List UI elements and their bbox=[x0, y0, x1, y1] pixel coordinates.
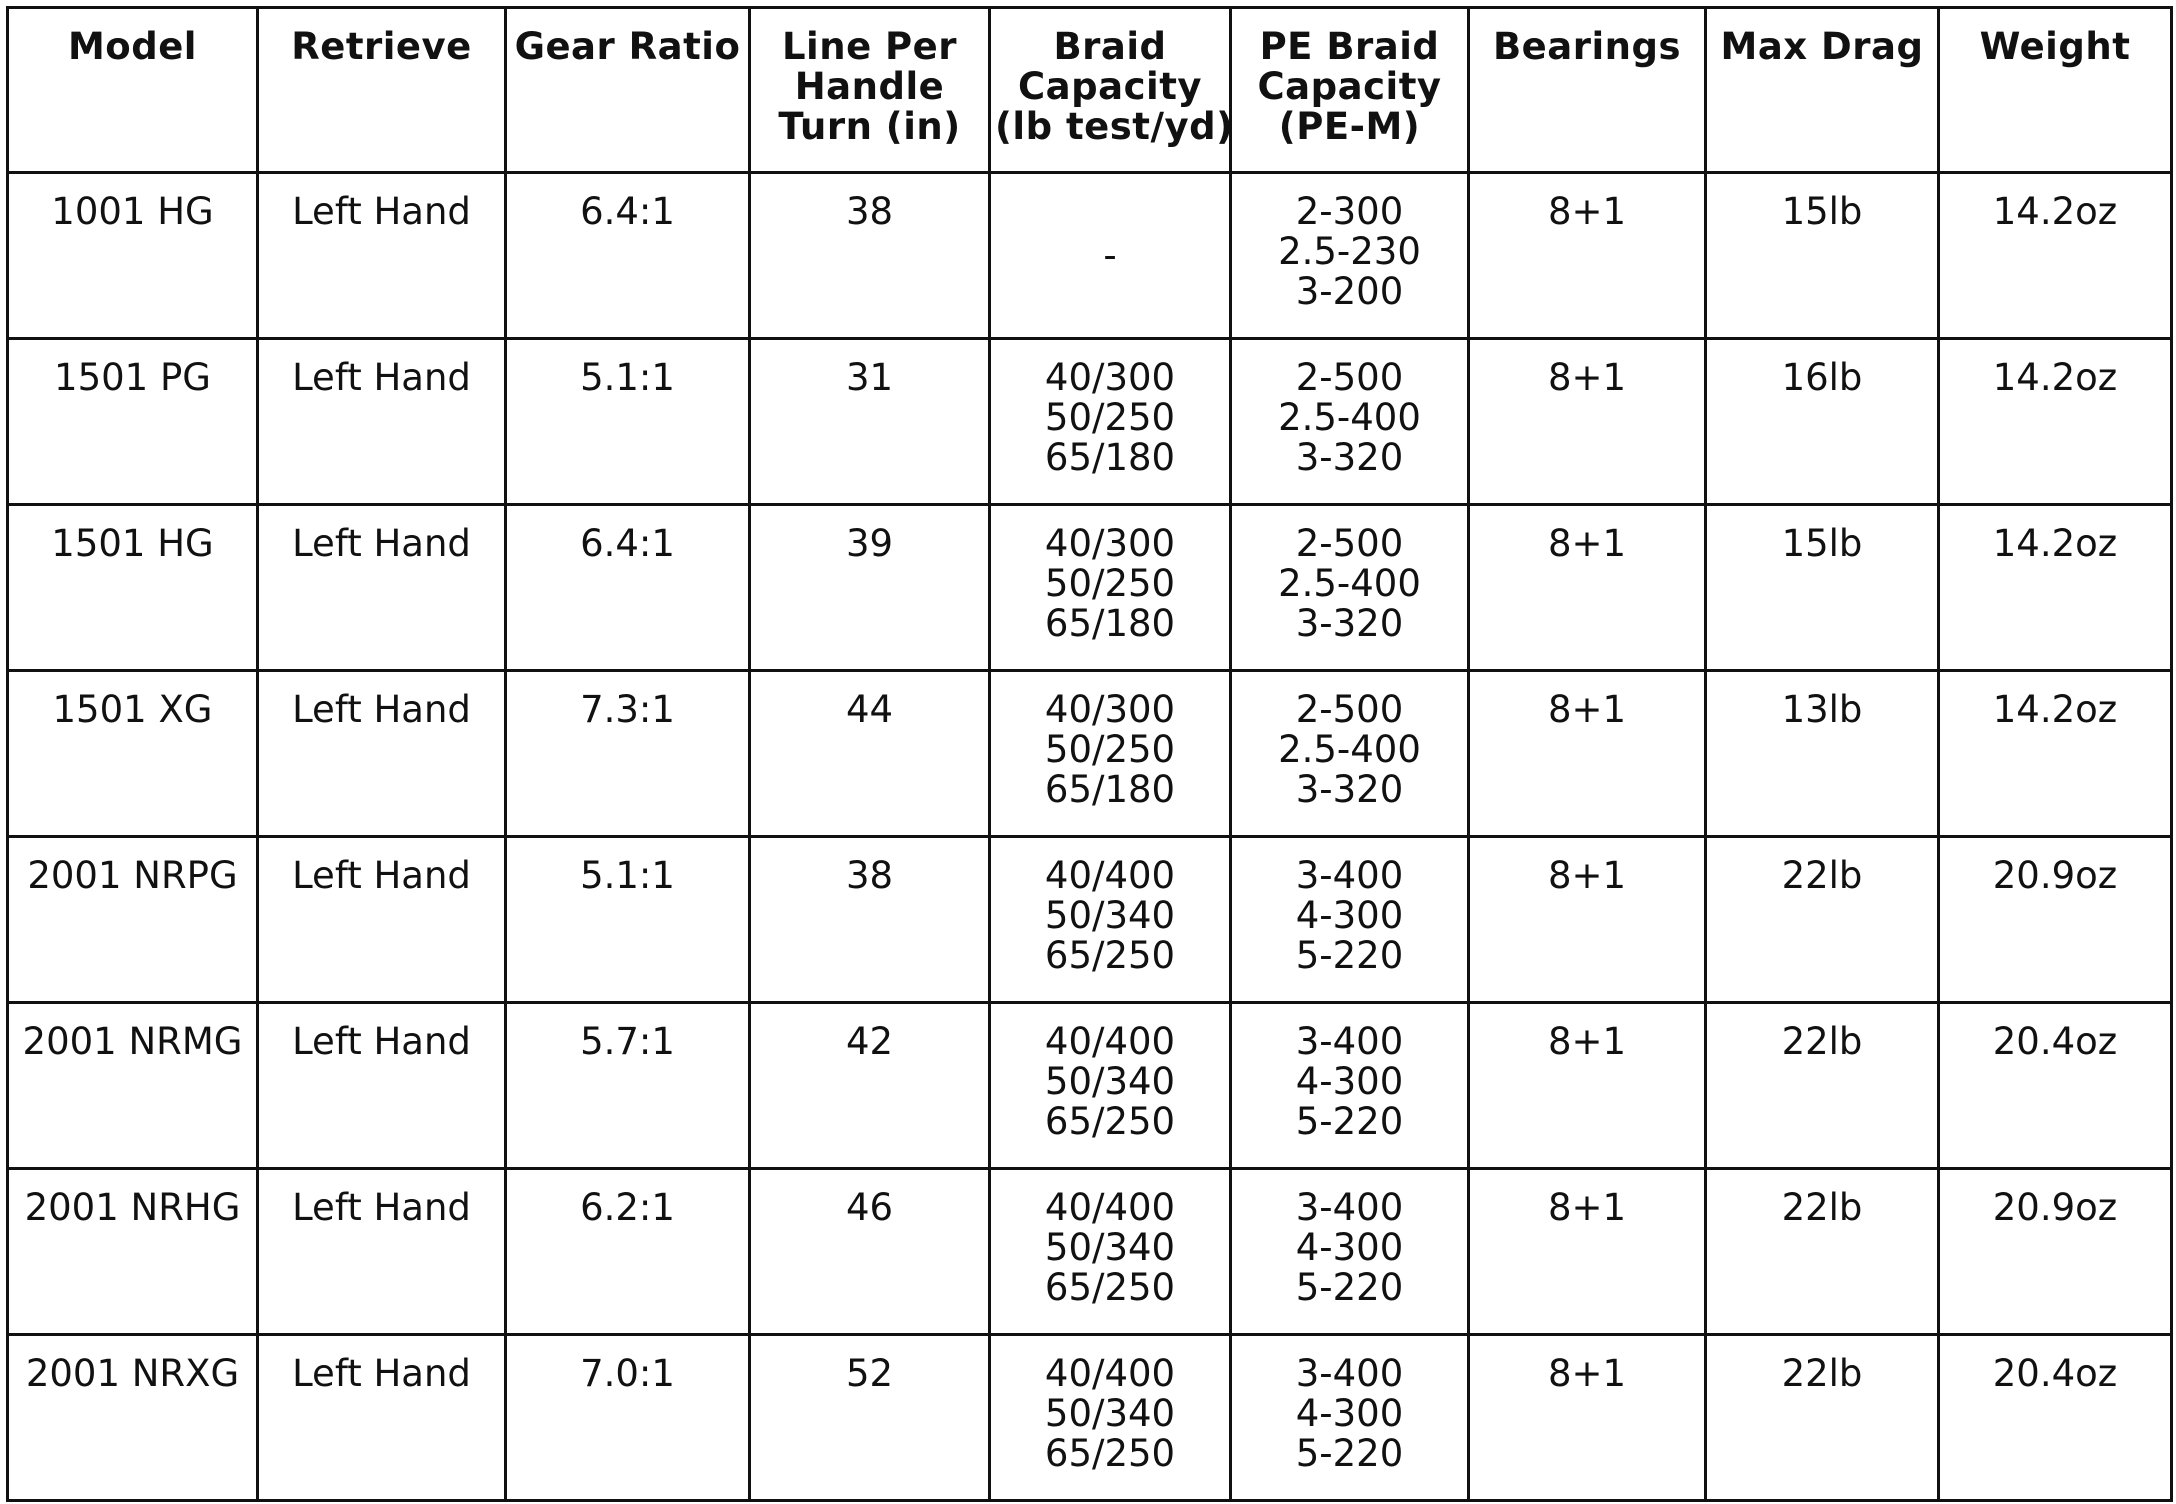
cell-braid-capacity bbox=[990, 837, 1231, 1003]
column-header-label: Braid bbox=[1053, 25, 1167, 68]
column-header-label: Model bbox=[67, 25, 197, 68]
cell-weight: 20.4oz bbox=[1939, 1003, 2172, 1169]
cell-value-line: 2.5-400 bbox=[1278, 396, 1421, 439]
table-row bbox=[8, 1003, 2172, 1169]
cell-max-drag: 16lb bbox=[1706, 339, 1939, 505]
cell-retrieve: Left Hand bbox=[258, 173, 506, 339]
cell-model: 1501 HG bbox=[8, 505, 258, 671]
cell-max-drag: 15lb bbox=[1706, 505, 1939, 671]
column-header-braid-capacity bbox=[990, 8, 1234, 173]
cell-value-line: 50/340 bbox=[1044, 1226, 1176, 1269]
cell-value-line: 2.5-400 bbox=[1278, 562, 1421, 605]
cell-value-line: 2-500 bbox=[1295, 688, 1404, 731]
table-row bbox=[8, 1335, 2172, 1501]
column-header-label: Line Per bbox=[781, 25, 958, 68]
cell-value-line: 2.5-230 bbox=[1278, 230, 1421, 273]
cell-max-drag: 13lb bbox=[1706, 671, 1939, 837]
cell-value-line: 5-220 bbox=[1295, 934, 1404, 977]
table-row bbox=[8, 1169, 2172, 1335]
column-header-retrieve bbox=[258, 8, 506, 173]
cell-gear-ratio: 6.4:1 bbox=[506, 505, 750, 671]
cell-weight: 14.2oz bbox=[1939, 173, 2172, 339]
cell-value-line: 2-500 bbox=[1295, 356, 1404, 399]
cell-braid-capacity bbox=[990, 505, 1231, 671]
column-header-label: Gear Ratio bbox=[514, 25, 741, 68]
column-header-label: Handle bbox=[794, 65, 945, 108]
cell-max-drag: 22lb bbox=[1706, 1169, 1939, 1335]
table-row bbox=[8, 173, 2172, 339]
cell-retrieve: Left Hand bbox=[258, 339, 506, 505]
column-header-max-drag bbox=[1706, 8, 1939, 173]
column-header-pe-braid-capacity bbox=[1231, 8, 1469, 173]
cell-value-line: 65/250 bbox=[1044, 1266, 1176, 1309]
cell-value-line: 65/250 bbox=[1044, 1100, 1176, 1143]
column-header-model bbox=[8, 8, 258, 173]
cell-pe-braid-capacity bbox=[1231, 837, 1469, 1003]
column-header-label: Capacity bbox=[1257, 65, 1442, 108]
cell-model: 2001 NRXG bbox=[8, 1335, 258, 1501]
cell-pe-braid-capacity bbox=[1231, 1335, 1469, 1501]
cell-line-per-turn: 42 bbox=[750, 1003, 990, 1169]
cell-value-line: 50/340 bbox=[1044, 1392, 1176, 1435]
table-row bbox=[8, 671, 2172, 837]
cell-gear-ratio: 5.7:1 bbox=[506, 1003, 750, 1169]
cell-value-line: 65/250 bbox=[1044, 1432, 1176, 1475]
cell-line-per-turn: 38 bbox=[750, 837, 990, 1003]
cell-line-per-turn: 39 bbox=[750, 505, 990, 671]
cell-value-line: 4-300 bbox=[1295, 1060, 1404, 1103]
cell-value-line: 65/250 bbox=[1044, 934, 1176, 977]
cell-model: 1501 PG bbox=[8, 339, 258, 505]
column-header-weight bbox=[1939, 8, 2172, 173]
cell-value-line: 40/300 bbox=[1044, 522, 1176, 565]
cell-value-line: 3-320 bbox=[1295, 602, 1404, 645]
cell-braid-capacity bbox=[990, 173, 1231, 339]
cell-value-line: 40/300 bbox=[1044, 688, 1176, 731]
cell-value-line: 5-220 bbox=[1295, 1432, 1404, 1475]
cell-value-line: 2.5-400 bbox=[1278, 728, 1421, 771]
cell-line-per-turn: 44 bbox=[750, 671, 990, 837]
table-row bbox=[8, 505, 2172, 671]
cell-weight: 14.2oz bbox=[1939, 671, 2172, 837]
cell-braid-capacity bbox=[990, 1169, 1231, 1335]
cell-value-line: 3-320 bbox=[1295, 436, 1404, 479]
cell-value-line: 3-400 bbox=[1295, 1186, 1404, 1229]
cell-bearings: 8+1 bbox=[1469, 505, 1706, 671]
cell-max-drag: 22lb bbox=[1706, 837, 1939, 1003]
cell-braid-capacity bbox=[990, 1335, 1231, 1501]
cell-gear-ratio: 7.0:1 bbox=[506, 1335, 750, 1501]
cell-gear-ratio: 5.1:1 bbox=[506, 339, 750, 505]
column-header-label: Turn (in) bbox=[778, 105, 961, 148]
cell-value-line: 65/180 bbox=[1044, 436, 1176, 479]
cell-line-per-turn: 52 bbox=[750, 1335, 990, 1501]
column-header-label: Capacity bbox=[1018, 65, 1202, 108]
cell-value-line: 4-300 bbox=[1295, 894, 1404, 937]
cell-value-line: 50/340 bbox=[1044, 1060, 1176, 1103]
cell-weight: 20.4oz bbox=[1939, 1335, 2172, 1501]
cell-value-line: 3-200 bbox=[1295, 270, 1404, 313]
cell-bearings: 8+1 bbox=[1469, 671, 1706, 837]
cell-retrieve: Left Hand bbox=[258, 505, 506, 671]
cell-pe-braid-capacity bbox=[1231, 1169, 1469, 1335]
cell-gear-ratio: 6.4:1 bbox=[506, 173, 750, 339]
cell-value-line: 40/400 bbox=[1044, 1020, 1176, 1063]
cell-max-drag: 22lb bbox=[1706, 1335, 1939, 1501]
cell-value-line: 3-400 bbox=[1295, 1020, 1404, 1063]
column-header-gear-ratio bbox=[506, 8, 750, 173]
cell-value-line: 50/340 bbox=[1044, 894, 1176, 937]
cell-weight: 14.2oz bbox=[1939, 339, 2172, 505]
cell-model: 2001 NRHG bbox=[8, 1169, 258, 1335]
cell-gear-ratio: 6.2:1 bbox=[506, 1169, 750, 1335]
cell-gear-ratio: 7.3:1 bbox=[506, 671, 750, 837]
column-header-label: Weight bbox=[1979, 25, 2131, 68]
cell-line-per-turn: 38 bbox=[750, 173, 990, 339]
cell-pe-braid-capacity bbox=[1231, 339, 1469, 505]
cell-retrieve: Left Hand bbox=[258, 837, 506, 1003]
cell-braid-capacity bbox=[990, 671, 1231, 837]
column-header-label: Bearings bbox=[1492, 25, 1682, 68]
cell-value-line: 50/250 bbox=[1044, 728, 1176, 771]
table-row bbox=[8, 837, 2172, 1003]
cell-max-drag: 22lb bbox=[1706, 1003, 1939, 1169]
cell-value-line: 5-220 bbox=[1295, 1100, 1404, 1143]
cell-bearings: 8+1 bbox=[1469, 173, 1706, 339]
cell-value-line: 65/180 bbox=[1044, 768, 1176, 811]
cell-value-line: 3-400 bbox=[1295, 854, 1404, 897]
cell-bearings: 8+1 bbox=[1469, 1169, 1706, 1335]
cell-bearings: 8+1 bbox=[1469, 339, 1706, 505]
cell-line-per-turn: 46 bbox=[750, 1169, 990, 1335]
cell-weight: 14.2oz bbox=[1939, 505, 2172, 671]
cell-bearings: 8+1 bbox=[1469, 1335, 1706, 1501]
column-header-label: (lb test/yd) bbox=[995, 105, 1234, 148]
cell-value-line: 2-500 bbox=[1295, 522, 1404, 565]
cell-line-per-turn: 31 bbox=[750, 339, 990, 505]
cell-braid-capacity bbox=[990, 1003, 1231, 1169]
cell-pe-braid-capacity bbox=[1231, 505, 1469, 671]
cell-value-line: 2-300 bbox=[1295, 190, 1404, 233]
cell-bearings: 8+1 bbox=[1469, 1003, 1706, 1169]
table-body bbox=[8, 173, 2172, 1501]
table-row bbox=[8, 339, 2172, 505]
cell-value-line: 40/400 bbox=[1044, 854, 1176, 897]
column-header-line-per-turn bbox=[750, 8, 990, 173]
cell-retrieve: Left Hand bbox=[258, 671, 506, 837]
cell-value-line: 40/400 bbox=[1044, 1186, 1176, 1229]
cell-model: 1501 XG bbox=[8, 671, 258, 837]
column-header-label: (PE-M) bbox=[1278, 105, 1421, 148]
column-header-label: Max Drag bbox=[1720, 25, 1924, 68]
cell-value-line: 40/400 bbox=[1044, 1352, 1176, 1395]
table-header bbox=[8, 8, 2172, 173]
cell-value-line: 3-320 bbox=[1295, 768, 1404, 811]
cell-value-line: 4-300 bbox=[1295, 1392, 1404, 1435]
cell-value-line: - bbox=[1103, 233, 1117, 277]
cell-pe-braid-capacity bbox=[1231, 1003, 1469, 1169]
column-header-bearings bbox=[1469, 8, 1706, 173]
cell-model: 1001 HG bbox=[8, 173, 258, 339]
cell-model: 2001 NRPG bbox=[8, 837, 258, 1003]
cell-weight: 20.9oz bbox=[1939, 1169, 2172, 1335]
cell-retrieve: Left Hand bbox=[258, 1169, 506, 1335]
cell-retrieve: Left Hand bbox=[258, 1335, 506, 1501]
column-header-label: PE Braid bbox=[1259, 25, 1440, 68]
cell-weight: 20.9oz bbox=[1939, 837, 2172, 1003]
cell-value-line: 50/250 bbox=[1044, 562, 1176, 605]
cell-max-drag: 15lb bbox=[1706, 173, 1939, 339]
cell-pe-braid-capacity bbox=[1231, 671, 1469, 837]
cell-value-line: 40/300 bbox=[1044, 356, 1176, 399]
cell-model: 2001 NRMG bbox=[8, 1003, 258, 1169]
cell-value-line: 3-400 bbox=[1295, 1352, 1404, 1395]
cell-pe-braid-capacity bbox=[1231, 173, 1469, 339]
cell-braid-capacity bbox=[990, 339, 1231, 505]
header-row bbox=[8, 8, 2172, 173]
cell-value-line: 5-220 bbox=[1295, 1266, 1404, 1309]
cell-value-line: 65/180 bbox=[1044, 602, 1176, 645]
cell-gear-ratio: 5.1:1 bbox=[506, 837, 750, 1003]
cell-retrieve: Left Hand bbox=[258, 1003, 506, 1169]
cell-bearings: 8+1 bbox=[1469, 837, 1706, 1003]
column-header-label: Retrieve bbox=[291, 25, 472, 68]
reel-specs-table bbox=[6, 6, 2173, 1502]
cell-value-line: 4-300 bbox=[1295, 1226, 1404, 1269]
cell-value-line: 50/250 bbox=[1044, 396, 1176, 439]
